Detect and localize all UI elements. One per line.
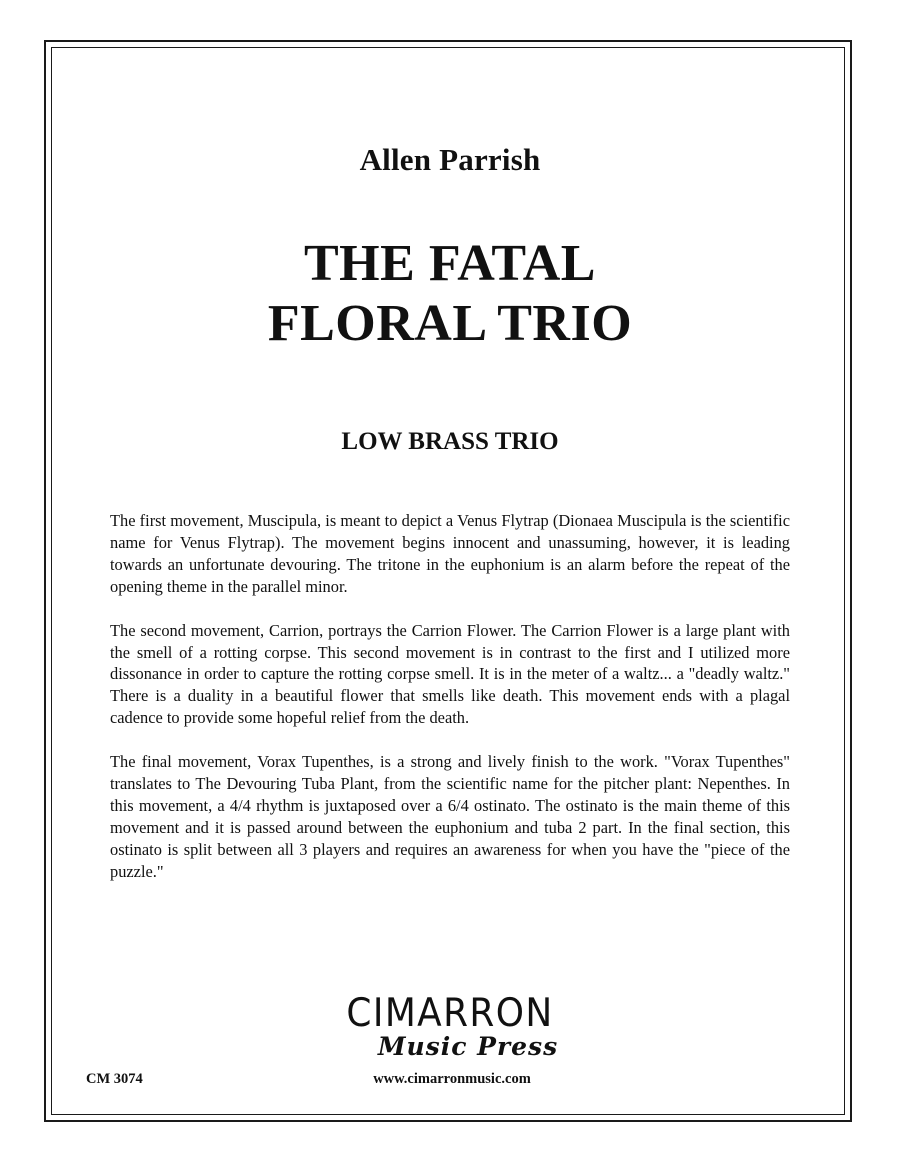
paragraph-movement-3: The final movement, Vorax Tupenthes, is a strong and lively finish to the work. "Vorax Tupenthes" translates to The Devouring Tuba Plant, from the scientific name for the pitcher plant: Nepenthes. In this movement, a 4/4 rhythm is juxtaposed over a 6/4 ostinato. The ostinato is the main theme of this movement and it is passed around between the euphonium and tuba 2 part. In the final section, this ostinato is split between all 3 players and requires an awareness for when you have the "piece of the puzzle."	[110, 752, 790, 881]
publisher-name: CIMARRON	[346, 991, 554, 1036]
program-notes	[110, 510, 790, 905]
title-line-1: THE FATAL	[304, 235, 596, 292]
publisher-press: Music Press	[377, 1032, 559, 1061]
piece-title	[0, 234, 900, 354]
instrumentation-subtitle: LOW BRASS TRIO	[341, 428, 559, 455]
catalog-number: CM 3074	[86, 1071, 143, 1087]
publisher-website: www.cimarronmusic.com	[373, 1071, 531, 1087]
composer-name: Allen Parrish	[359, 142, 541, 177]
paragraph-movement-1: The first movement, Muscipula, is meant to depict a Venus Flytrap (Dionaea Muscipula is the scientific name for Venus Flytrap). The movement begins innocent and unassuming, however, it is leading towards an unfortunate devouring. The tritone in the euphonium is an alarm before the repeat of the opening theme in the parallel minor.	[110, 511, 790, 596]
title-line-2: FLORAL TRIO	[267, 295, 633, 352]
paragraph-movement-2: The second movement, Carrion, portrays the Carrion Flower. The Carrion Flower is a large plant with the smell of a rotting corpse. This second movement is in contrast to the first and I utilized more dissonance in order to capture the rotting corpse smell. It is in the meter of a waltz... a "deadly waltz." There is a duality in a beautiful flower that smells like death. This movement ends with a plagal cadence to provide some hopeful relief from the death.	[110, 620, 790, 728]
publisher-logo	[300, 991, 600, 1061]
